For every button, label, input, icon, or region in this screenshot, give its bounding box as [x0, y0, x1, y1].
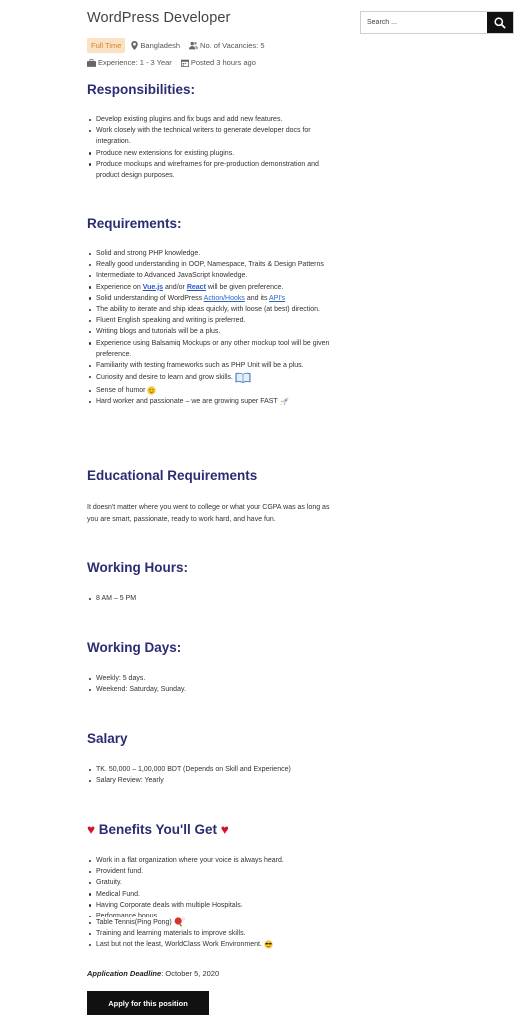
list-item-text: Last but not the least, WorldClass Work Environment. — [96, 941, 262, 949]
job-meta-row-1 — [87, 38, 274, 53]
vacancies-meta — [189, 41, 264, 50]
book-emoji — [235, 372, 251, 383]
map-marker-icon — [131, 41, 138, 50]
briefcase-icon — [87, 59, 96, 67]
list-item — [87, 396, 337, 407]
react-link[interactable]: React — [186, 283, 206, 291]
action-hooks-link[interactable]: Action/Hooks — [203, 294, 245, 302]
experience-meta — [87, 58, 172, 67]
list-item: Familiarity with testing frameworks such as PHP Unit will be a plus. — [87, 360, 337, 371]
responsibilities-list — [87, 114, 337, 181]
working-hours-heading: Working Hours: — [87, 560, 188, 575]
list-item: Weekly: 5 days. — [87, 673, 337, 684]
job-meta-row-2 — [87, 58, 265, 67]
job-title: WordPress Developer — [87, 10, 231, 26]
apis-link[interactable]: API's — [269, 294, 286, 302]
list-item — [87, 917, 337, 928]
search-icon — [494, 17, 506, 29]
list-item-text: Table Tennis(Ping Pong) — [96, 919, 172, 927]
application-deadline — [87, 969, 219, 978]
list-item — [87, 939, 337, 950]
calendar-icon — [181, 59, 189, 67]
requirements-list — [87, 248, 337, 408]
list-item: Writing blogs and tutorials will be a plus. — [87, 326, 337, 337]
vacancies-text: No. of Vacancies: 5 — [200, 41, 265, 50]
working-days-list — [87, 673, 337, 695]
list-item: TK. 50,000 – 1,00,000 BDT (Depends on Skill and Experience) — [87, 764, 337, 775]
salary-heading: Salary — [87, 731, 128, 746]
list-item: Produce new extensions for existing plugins. — [87, 148, 337, 159]
list-item-text: Experience on — [96, 283, 143, 291]
list-item-text: Curiosity and desire to learn and grow skills. — [96, 374, 233, 382]
requirements-heading: Requirements: — [87, 216, 182, 231]
benefits-list — [87, 855, 337, 951]
responsibilities-heading: Responsibilities: — [87, 82, 196, 97]
list-item-text: Solid understanding of WordPress — [96, 294, 204, 302]
list-item-text: Sense of humor — [96, 387, 146, 395]
list-item: The ability to iterate and ship ideas quickly, with loose (at best) direction. — [87, 304, 337, 315]
list-item: Work in a flat organization where your voice is always heard. — [87, 855, 337, 866]
educational-requirements-heading: Educational Requirements — [87, 468, 258, 483]
location-meta — [131, 41, 180, 50]
employment-type-badge: Full Time — [87, 38, 125, 53]
apply-button[interactable]: Apply for this position — [87, 991, 209, 1015]
benefits-heading — [87, 822, 229, 837]
search-form — [360, 11, 514, 34]
educational-requirements-text: It doesn't matter where you went to college or what your CGPA was as long as you are smart, passionate, ready to work hard, and have fun. — [87, 504, 330, 523]
list-item: Produce mockups and wireframes for pre-production demonstration and product design purposes. — [87, 159, 337, 181]
heart-icon: ♥ — [220, 822, 229, 837]
list-item-text: and/or — [163, 283, 187, 291]
rocket-emoji — [280, 397, 289, 406]
list-item: Training and learning materials to improve skills. — [87, 928, 337, 939]
list-item: Really good understanding in OOP, Namespace, Traits & Design Patterns — [87, 259, 337, 270]
users-icon — [189, 41, 198, 50]
ping-pong-emoji — [174, 917, 185, 927]
list-item: Medical Fund. — [87, 889, 337, 900]
list-item: 8 AM – 5 PM — [87, 593, 337, 604]
list-item — [87, 385, 337, 396]
list-item-text: will be given preference. — [205, 283, 284, 291]
list-item-text: and its — [244, 294, 270, 302]
working-hours-list — [87, 593, 337, 604]
deadline-value: : October 5, 2020 — [161, 969, 220, 978]
list-item: Solid and strong PHP knowledge. — [87, 248, 337, 259]
list-item: Having Corporate deals with multiple Hospitals. — [87, 900, 337, 911]
location-text: Bangladesh — [140, 41, 181, 50]
list-item: Experience using Balsamiq Mockups or any other mockup tool will be given preference. — [87, 338, 337, 360]
list-item — [87, 293, 337, 304]
list-item: Gratuity. — [87, 877, 337, 888]
list-item — [87, 282, 337, 293]
heart-icon: ♥ — [87, 822, 96, 837]
working-days-heading: Working Days: — [87, 640, 182, 655]
list-item: Performance bonus. — [87, 911, 337, 917]
posted-meta — [181, 58, 256, 67]
list-item: Develop existing plugins and fix bugs and add new features. — [87, 114, 337, 125]
list-item — [87, 371, 337, 385]
wink-emoji — [147, 386, 156, 395]
benefits-heading-text: Benefits You'll Get — [98, 822, 218, 837]
posted-text: Posted 3 hours ago — [190, 58, 256, 67]
sunglasses-emoji — [264, 940, 273, 949]
list-item: Salary Review: Yearly — [87, 775, 337, 786]
search-input[interactable] — [361, 12, 487, 33]
salary-list — [87, 764, 337, 786]
list-item-text: Hard worker and passionate – we are growing super FAST — [96, 398, 278, 406]
list-item: Fluent English speaking and writing is preferred. — [87, 315, 337, 326]
search-button[interactable] — [487, 12, 513, 33]
list-item: Weekend: Saturday, Sunday. — [87, 684, 337, 695]
list-item: Provident fund. — [87, 866, 337, 877]
vuejs-link[interactable]: Vue.js — [142, 283, 164, 291]
list-item: Work closely with the technical writers to generate developer docs for integration. — [87, 125, 337, 147]
deadline-label: Application Deadline — [87, 969, 162, 978]
experience-text: Experience: 1 - 3 Year — [98, 58, 172, 67]
list-item: Intermediate to Advanced JavaScript knowledge. — [87, 270, 337, 281]
